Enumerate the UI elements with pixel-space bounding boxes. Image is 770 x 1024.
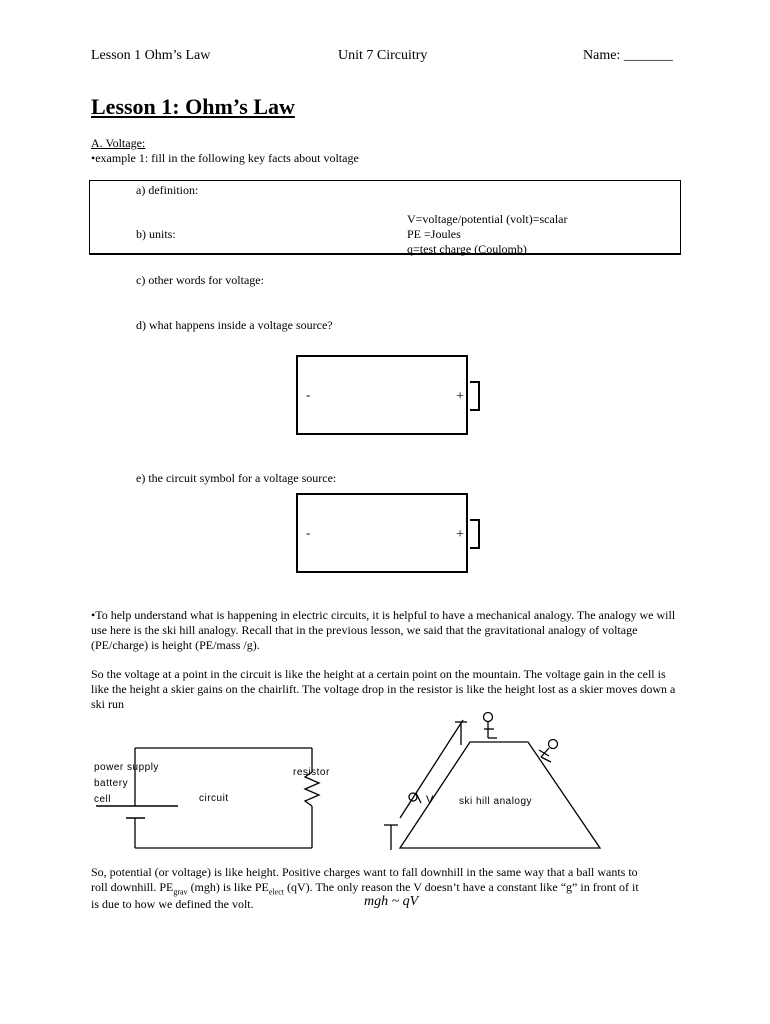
label-circuit: circuit bbox=[199, 793, 229, 804]
text-segment: (qV). The only reason the V doesn’t have a constant like “g” in front of it bbox=[284, 880, 639, 894]
positive-sign: + bbox=[456, 527, 464, 542]
analogy-paragraph: •To help understand what is happening in electric circuits, it is helpful to have a mechanical analogy. The analogy we will use here is the ski hill analogy. Recall that in the previous lesson, we said that the gravitational analogy of voltage (PE/charge) is height (PE/mass /g). bbox=[91, 608, 676, 652]
label-resistor: resistor bbox=[293, 767, 330, 778]
header-lesson: Lesson 1 Ohm’s Law bbox=[91, 48, 211, 63]
units-label: b) units: bbox=[136, 227, 176, 241]
subscript-elect: elect bbox=[268, 887, 284, 897]
question-d: d) what happens inside a voltage source? bbox=[136, 318, 333, 332]
negative-sign: - bbox=[306, 525, 311, 540]
units-line-3: q=test charge (Coulomb) bbox=[407, 242, 527, 256]
question-c: c) other words for voltage: bbox=[136, 273, 264, 287]
equation: mgh ~ qV bbox=[364, 894, 419, 909]
negative-sign: - bbox=[306, 387, 311, 402]
positive-sign: + bbox=[456, 389, 464, 404]
definition-label: a) definition: bbox=[136, 183, 199, 197]
label-ski-hill-analogy: ski hill analogy bbox=[459, 796, 533, 807]
conclusion-line-1: So, potential (or voltage) is like height. Positive charges want to fall downhill in the same way that a ball wants to bbox=[91, 865, 638, 879]
question-e: e) the circuit symbol for a voltage source: bbox=[136, 471, 337, 485]
conclusion-line-3: is due to how we defined the volt. bbox=[91, 897, 254, 911]
page-title: Lesson 1: Ohm’s Law bbox=[91, 94, 295, 119]
text-segment: (mgh) is like PE bbox=[187, 880, 269, 894]
label-cell: cell bbox=[94, 794, 112, 805]
label-power-supply: power supply bbox=[94, 762, 159, 773]
section-heading: A. Voltage: bbox=[91, 136, 146, 150]
units-line-2: PE =Joules bbox=[407, 227, 461, 241]
label-battery: battery bbox=[94, 778, 129, 789]
skier-descending-head bbox=[549, 740, 558, 749]
example-prompt: •example 1: fill in the following key facts about voltage bbox=[91, 151, 359, 165]
label-v: V bbox=[426, 794, 434, 806]
skier-top-head bbox=[484, 713, 493, 722]
height-paragraph: So the voltage at a point in the circuit is like the height at a certain point on the mountain. The voltage gain in the cell is like the height a skier gains on the chairlift. The voltage drop in the resistor is like the height lost as a skier moves down a ski run bbox=[91, 667, 676, 711]
subscript-grav: grav bbox=[173, 887, 188, 897]
header-unit: Unit 7 Circuitry bbox=[338, 48, 428, 63]
ski-hill-diagram bbox=[384, 713, 600, 851]
text-segment: roll downhill. PE bbox=[91, 880, 174, 894]
header-name-field: Name: _______ bbox=[583, 48, 673, 63]
units-line-1: V=voltage/potential (volt)=scalar bbox=[407, 212, 568, 226]
